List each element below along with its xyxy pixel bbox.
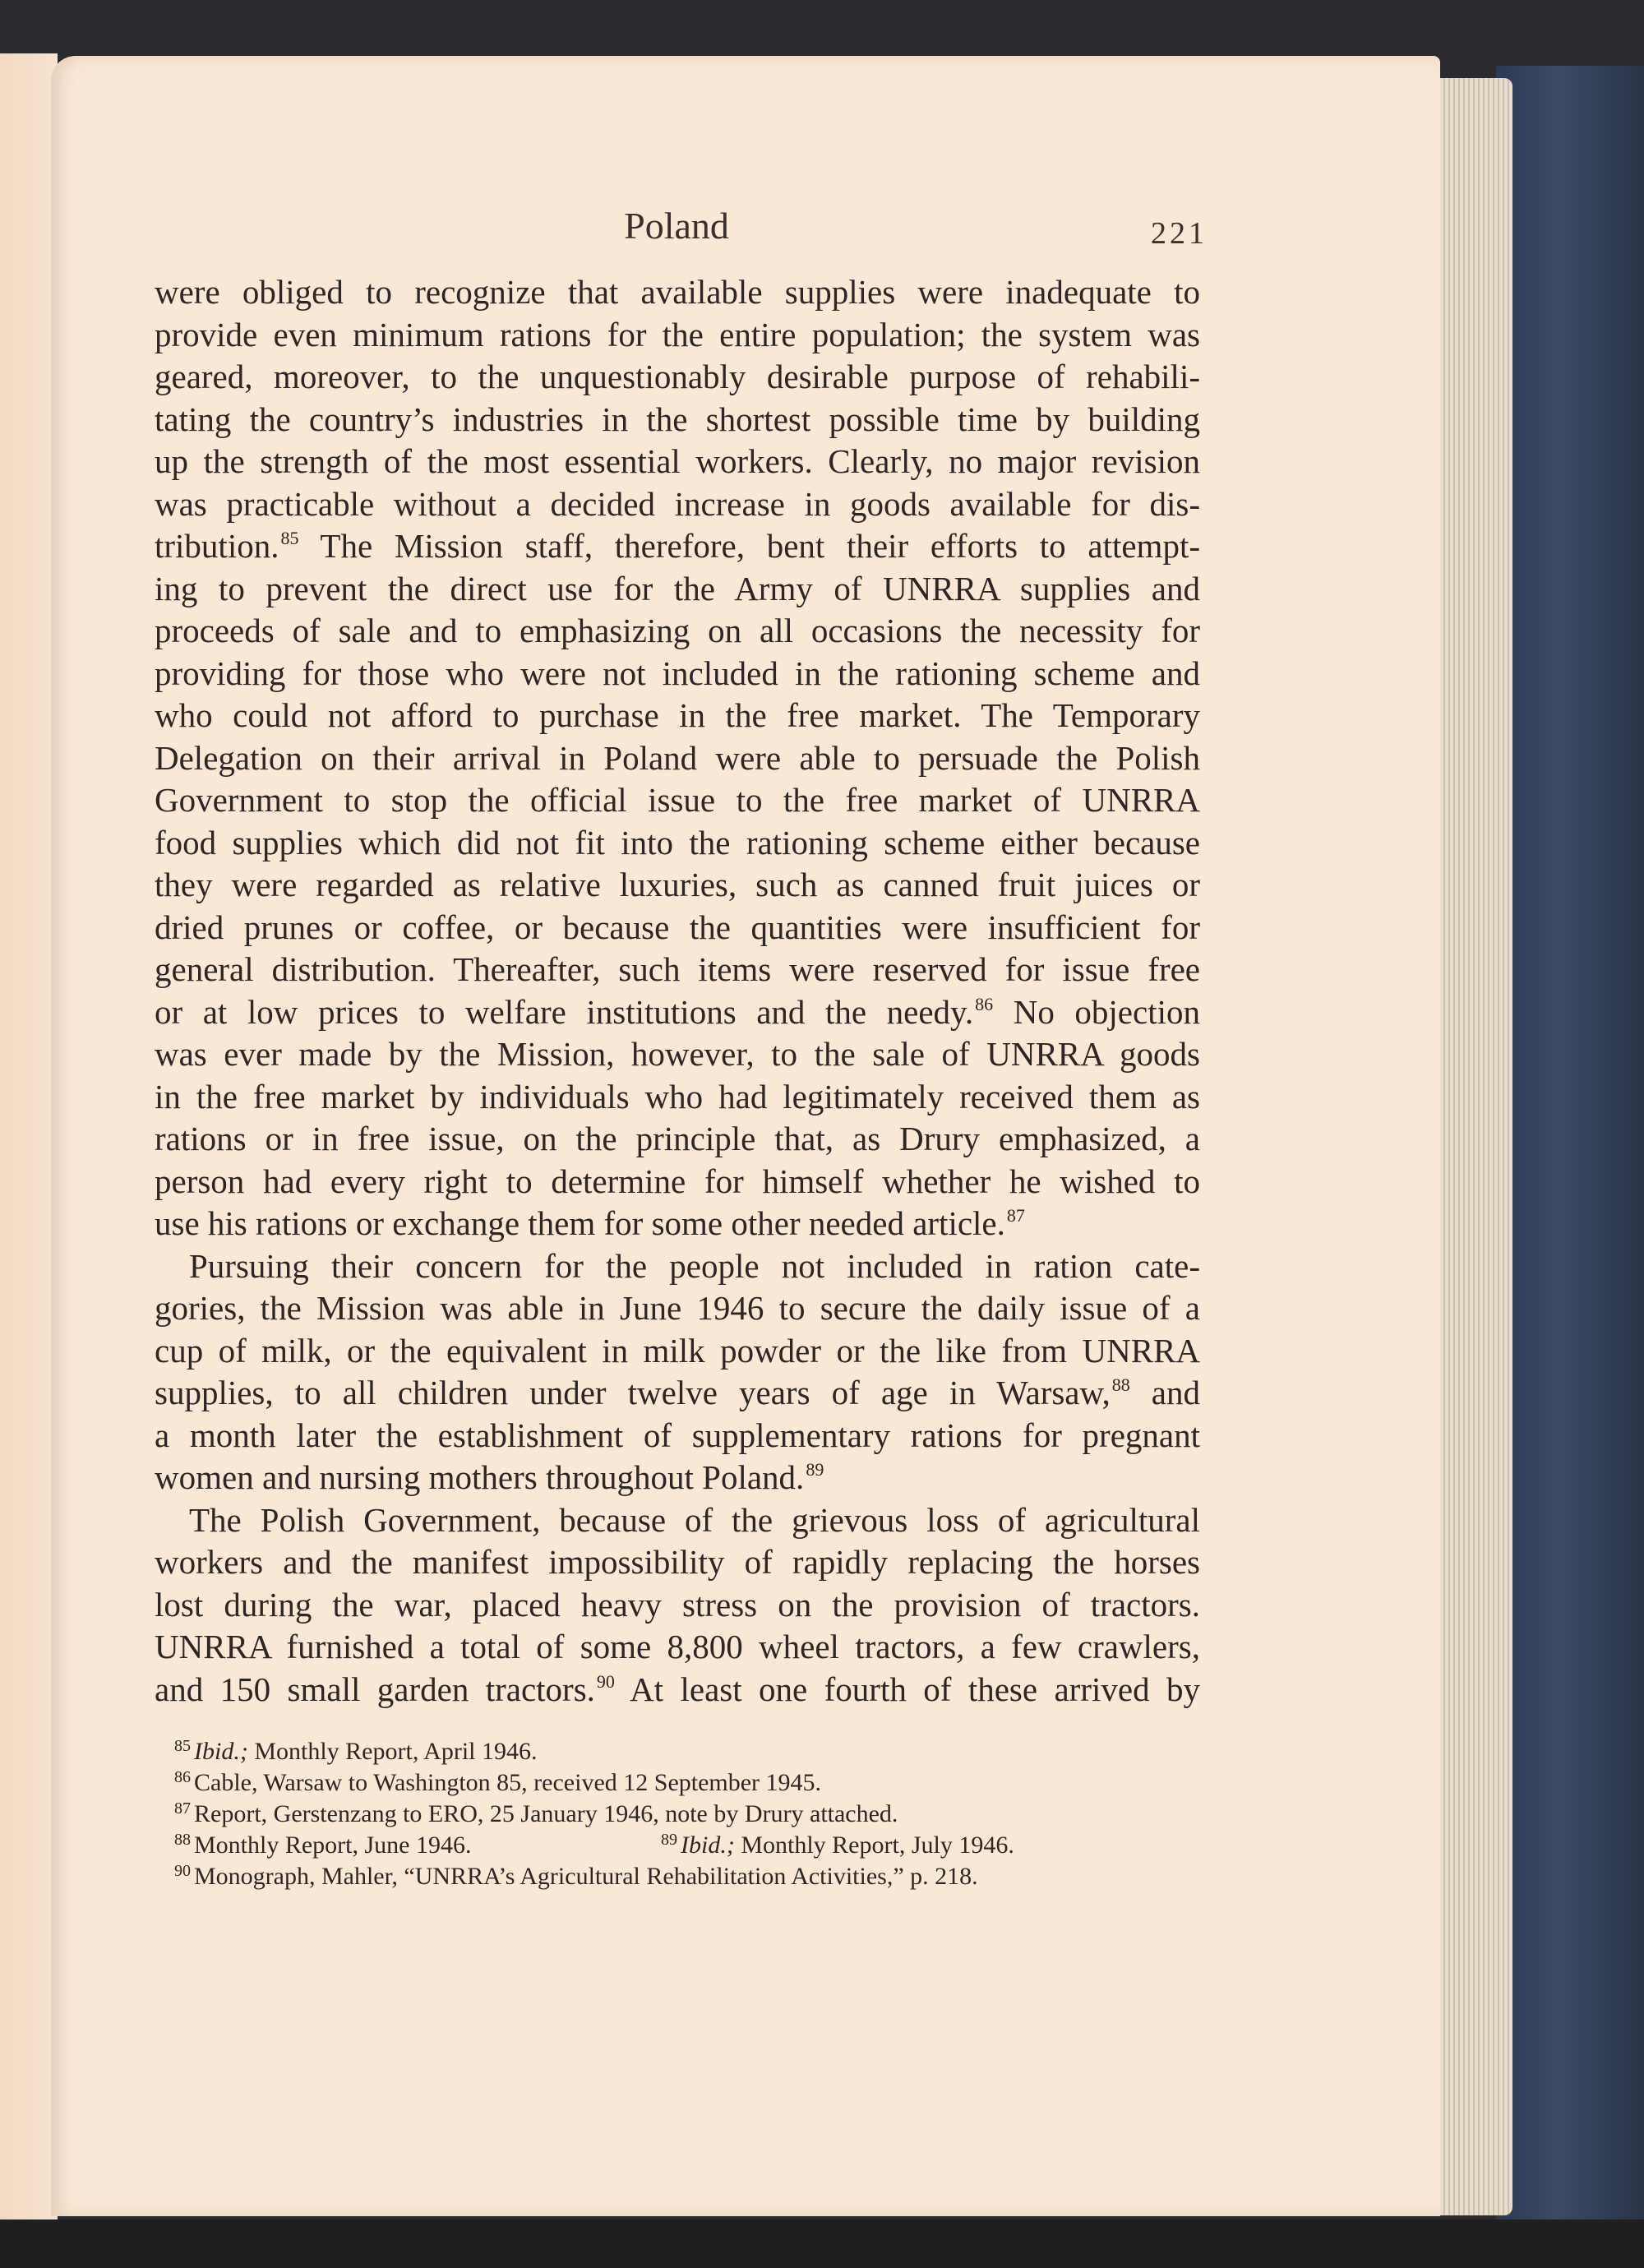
text-segment: up the strength of the most essential workers. Clearly, no major revision xyxy=(155,442,1200,480)
text-segment: who could not afford to purchase in the free market. The Temporary xyxy=(155,696,1200,734)
text-segment: provide even minimum rations for the entire population; the system was xyxy=(155,315,1200,353)
text-segment: tating the country’s industries in the shortest possible time by building xyxy=(155,400,1200,438)
text-segment: The Polish Government, because of the grievous loss of agricultural xyxy=(189,1500,1200,1539)
footnote xyxy=(173,1861,1208,1892)
footnote-italic: Ibid.; xyxy=(681,1831,735,1859)
text-segment: in the free market by individuals who had legitimately received them as xyxy=(155,1077,1200,1116)
text-segment: women and nursing mothers throughout Poland. xyxy=(155,1458,805,1496)
text-segment: tribution. xyxy=(155,527,279,565)
text-line xyxy=(155,1245,1200,1288)
footnote-number: 86 xyxy=(174,1768,191,1786)
footnote xyxy=(173,1830,659,1861)
text-line xyxy=(155,441,1200,483)
footnote-italic: Ibid.; xyxy=(194,1738,248,1765)
text-segment: and 150 small garden tractors. xyxy=(155,1670,595,1708)
text-line xyxy=(155,1118,1200,1161)
text-segment: geared, moreover, to the unquestionably desirable purpose of rehabili- xyxy=(155,358,1200,395)
facing-page-edge xyxy=(0,53,58,2224)
text-segment: proceeds of sale and to emphasizing on all occasions the necessity for xyxy=(155,612,1200,649)
footnote-ref: 89 xyxy=(806,1459,824,1480)
text-segment: Delegation on their arrival in Poland were able to persuade the Polish xyxy=(155,738,1200,777)
footnotes xyxy=(173,1736,1208,1892)
text-segment: workers and the manifest impossibility of rapidly replacing the horses xyxy=(155,1543,1200,1581)
text-line xyxy=(155,1203,1200,1245)
book-cover xyxy=(1496,66,1644,2268)
footnote-number: 87 xyxy=(174,1799,191,1818)
footnote xyxy=(173,1736,1208,1767)
text-line xyxy=(155,271,1200,314)
text-line xyxy=(155,1076,1200,1119)
text-segment: or at low prices to welfare institutions and the needy. xyxy=(155,992,974,1031)
text-segment: providing for those who were not included in the rationing scheme and xyxy=(155,654,1200,692)
text-line xyxy=(155,1499,1200,1542)
text-line xyxy=(155,653,1200,695)
text-segment: UNRRA furnished a total of some 8,800 wheel tractors, a few crawlers, xyxy=(155,1628,1200,1665)
footnote-ref: 90 xyxy=(596,1670,615,1692)
footnote-text: Monthly Report, June 1946. xyxy=(194,1831,472,1859)
text-line xyxy=(155,483,1200,526)
text-segment: Pursuing their concern for the people not included in ration cate- xyxy=(189,1246,1200,1285)
text-segment: lost during the war, placed heavy stress on the provision of tractors. xyxy=(155,1585,1200,1624)
footnote-ref: 86 xyxy=(975,993,994,1014)
page-number: 221 xyxy=(1151,216,1208,251)
footnote-text: Report, Gerstenzang to ERO, 25 January 1946, note by Drury attached. xyxy=(194,1800,898,1827)
text-segment: ing to prevent the direct use for the Army of UNRRA supplies and xyxy=(155,569,1200,607)
text-line xyxy=(155,695,1200,737)
footnote xyxy=(173,1767,1208,1799)
text-line xyxy=(155,314,1200,357)
text-segment: No objection xyxy=(993,992,1200,1031)
text-segment: Government to stop the official issue to the free market of UNRRA xyxy=(155,781,1200,819)
footnote-text: Monograph, Mahler, “UNRRA’s Agricultural Rehabilitation Activities,” p. 218. xyxy=(194,1863,978,1890)
text-line xyxy=(155,991,1200,1034)
text-segment: At least one fourth of these arrived by xyxy=(614,1670,1200,1708)
text-line xyxy=(155,779,1200,822)
footnote-text: Monthly Report, July 1946. xyxy=(734,1831,1014,1859)
text-segment: cup of milk, or the equivalent in milk powder or the like from UNRRA xyxy=(155,1331,1200,1370)
footnote xyxy=(659,1830,1014,1861)
running-head-title: Poland xyxy=(624,205,729,247)
footnote-number: 89 xyxy=(661,1831,677,1849)
text-line xyxy=(155,1415,1200,1457)
text-line xyxy=(155,568,1200,611)
footnote-number: 90 xyxy=(174,1862,191,1880)
text-line xyxy=(155,864,1200,907)
page-edges xyxy=(1430,78,1512,2215)
text-segment: was practicable without a decided increase in goods available for dis- xyxy=(155,484,1200,523)
text-line xyxy=(155,1584,1200,1627)
text-segment: use his rations or exchange them for some other needed article. xyxy=(155,1204,1005,1242)
text-segment: dried prunes or coffee, or because the quantities were insufficient for xyxy=(155,908,1200,946)
text-line xyxy=(155,525,1200,568)
text-line xyxy=(155,1161,1200,1203)
text-line xyxy=(155,737,1200,780)
text-line xyxy=(155,1033,1200,1076)
footnote-number: 85 xyxy=(174,1737,191,1755)
text-segment: was ever made by the Mission, however, to the sale of UNRRA goods xyxy=(155,1035,1200,1073)
text-segment: The Mission staff, therefore, bent their efforts to attempt- xyxy=(298,527,1200,565)
text-line xyxy=(155,949,1200,991)
text-segment: food supplies which did not fit into the rationing scheme either because xyxy=(155,823,1200,861)
footnote-ref: 85 xyxy=(280,528,299,548)
footnote-number: 88 xyxy=(174,1831,191,1849)
text-segment: person had every right to determine for himself whether he wished to xyxy=(155,1162,1200,1200)
text-segment: they were regarded as relative luxuries, such as canned fruit juices or xyxy=(155,866,1200,903)
footnote xyxy=(173,1799,1208,1830)
text-segment: gories, the Mission was able in June 1946 to secure the daily issue of a xyxy=(155,1289,1200,1327)
text-line xyxy=(155,1457,1200,1499)
footnote-ref: 88 xyxy=(1111,1374,1130,1395)
text-line xyxy=(155,1330,1200,1373)
text-segment: were obliged to recognize that available supplies were inadequate to xyxy=(155,273,1200,311)
footnote-text: Cable, Warsaw to Washington 85, received 12 September 1945. xyxy=(194,1769,822,1796)
text-line xyxy=(155,356,1200,399)
text-line xyxy=(155,1669,1200,1711)
text-segment: a month later the establishment of supplementary rations for pregnant xyxy=(155,1416,1200,1454)
text-segment: supplies, to all children under twelve years of age in Warsaw, xyxy=(155,1374,1111,1411)
scan-background xyxy=(0,2219,1644,2268)
footnote-pair xyxy=(173,1830,1208,1861)
text-line xyxy=(155,1287,1200,1330)
text-line xyxy=(155,1626,1200,1669)
text-line xyxy=(155,399,1200,441)
body-text xyxy=(155,271,1200,1711)
text-line xyxy=(155,1541,1200,1584)
footnote-text: Monthly Report, April 1946. xyxy=(247,1738,538,1765)
text-segment: general distribution. Thereafter, such items were reserved for issue free xyxy=(155,950,1200,988)
text-line xyxy=(155,1372,1200,1415)
text-line xyxy=(155,907,1200,949)
text-segment: and xyxy=(1129,1374,1200,1411)
footnote-ref: 87 xyxy=(1006,1205,1025,1226)
text-segment: rations or in free issue, on the principle that, as Drury emphasized, a xyxy=(155,1120,1200,1157)
text-line xyxy=(155,822,1200,865)
text-line xyxy=(155,610,1200,653)
